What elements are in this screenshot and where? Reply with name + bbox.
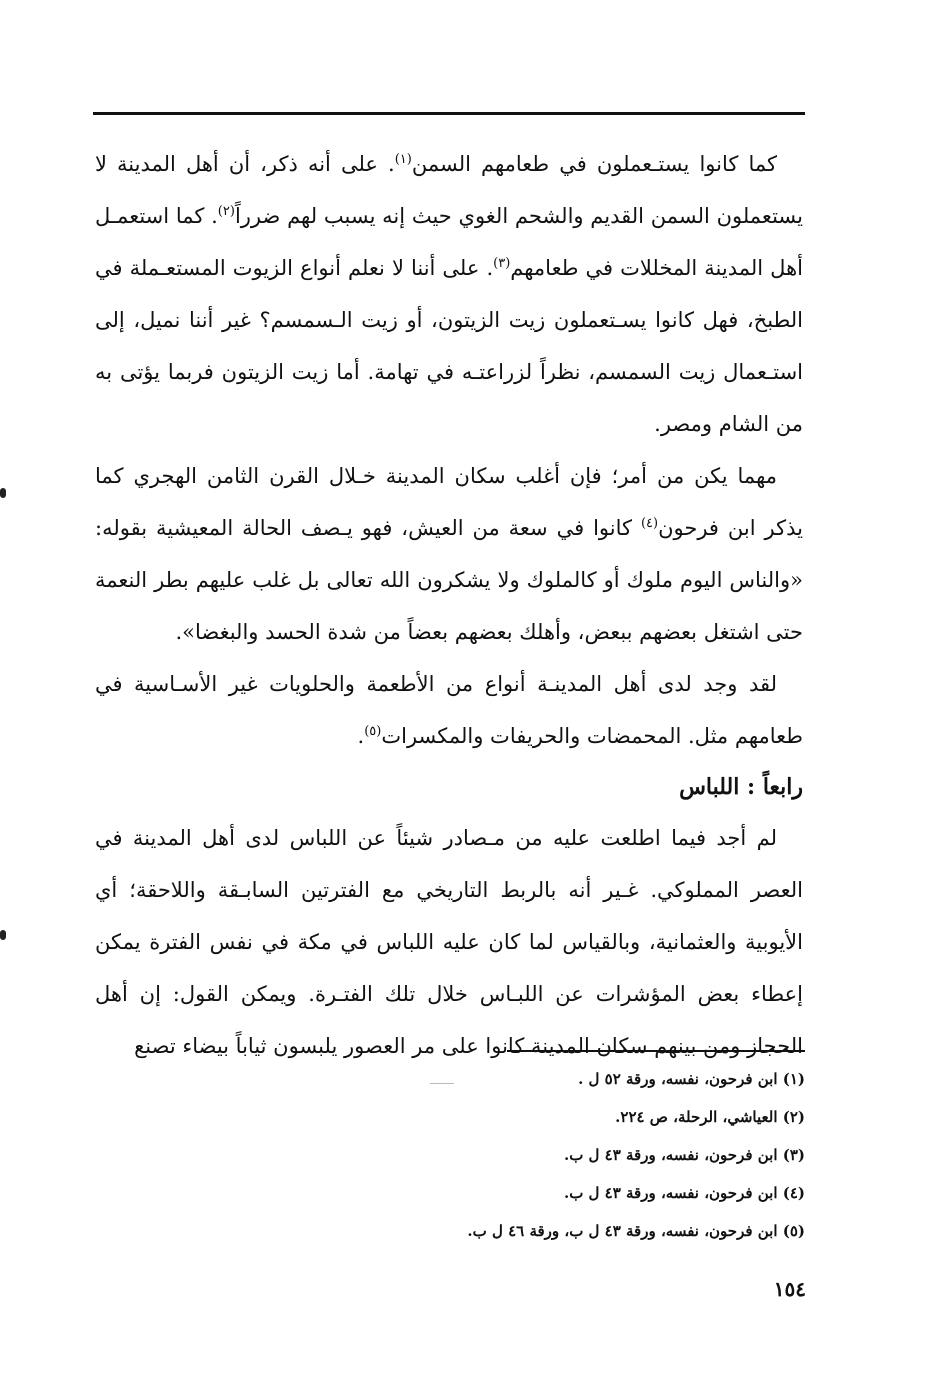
paragraph-sweets <box>95 658 803 762</box>
footnote-4: (٤) ابن فرحون، نفسه، ورقة ٤٣ ل ب. <box>563 1184 805 1202</box>
text-segment: . كما استعمـل أهل المدينة المخللات في طعامهم <box>95 204 803 280</box>
text-segment: مهما يكن من أمر؛ فإن أغلب سكان المدينة خـلال القرن الثامن الهجري كما يذكر ابن فرحون <box>95 464 803 540</box>
footnote-5: (٥) ابن فرحون، نفسه، ورقة ٤٣ ل ب، ورقة ٤٦ ل ب. <box>467 1222 805 1240</box>
footnotes <box>300 1060 805 1250</box>
footnote-2: (٢) العياشي، الرحلة، ص ٢٢٤. <box>615 1108 805 1126</box>
page-number: ١٥٤ <box>773 1277 806 1301</box>
scan-edge-mark <box>0 488 6 498</box>
text-segment: . <box>357 724 365 748</box>
section-heading: رابعاً : اللباس <box>679 774 803 800</box>
text-segment: لقد وجد لدى أهل المدينـة أنواع من الأطعمة والحلويات غير الأسـاسية في طعامهم مثل. المحمضات والحريفات والمكسرات <box>95 672 803 748</box>
footnote-ref-4[interactable]: (٤) <box>640 516 659 531</box>
header-rule <box>93 112 805 115</box>
footnote-ref-3[interactable]: (٣) <box>493 256 511 271</box>
paragraph-food-oils <box>95 138 803 450</box>
main-text <box>95 138 803 1072</box>
scan-edge-mark <box>0 930 6 940</box>
footnote-ref-1[interactable]: (١) <box>394 152 412 167</box>
footnote-separator <box>507 1050 805 1052</box>
paragraph-living-conditions <box>95 450 803 658</box>
footnote-ref-2[interactable]: (٢) <box>217 204 235 219</box>
footnote-ref-5[interactable]: (٥) <box>364 724 382 739</box>
text-segment: . على أننا لا نعلم أنواع الزيوت المستعـملة في الطبخ، فهل كانوا يسـتعملون زيت الزيتون، أو زيت الـسمسم؟ غير أننا نميل، إلى استـعمال زيت السمسم، نظراً لزراعتـه في تهامة. أما زيت الزيتون فربما يؤتى به من الشام ومصر. <box>95 256 803 436</box>
text-segment: كانوا في سعة من العيش، فهو يـصف الحالة المعيشية بقوله: «والناس اليوم ملوك أو كالملوك ولا يشكرون الله تعالى بل غلب عليهم بطر النعمة حتى اشتغل بعضهم ببعض، وأهلك بعضهم بعضاً من شدة الحسد والبغضا». <box>95 516 803 644</box>
footnote-3: (٣) ابن فرحون، نفسه، ورقة ٤٣ ل ب. <box>563 1146 805 1164</box>
paragraph-clothing: لم أجد فيما اطلعت عليه من مـصادر شيئاً عن اللباس لدى أهل المدينة في العصر المملوكي. غـير أنه بالربط التاريخي مع الفترتين السابـقة واللاحقة؛ أي الأيوبية والعثمانية، وبالقياس لما كان عليه اللباس في مكة في نفس الفترة يمكن إعطاء بعض المؤشرات عن اللبـاس خلال تلك الفتـرة. ويمكن القول: إن أهل الحجاز ومن بينهم سكان المدينة كانوا على مر العصور يلبسون ثياباً بيضاء تصنع <box>95 826 803 1058</box>
footnote-1: (١) ابن فرحون، نفسه، ورقة ٥٢ ل . <box>578 1070 805 1088</box>
text-segment: كما كانوا يستـعملون في طعامهم السمن <box>411 152 777 176</box>
text-segment: . على أنه ذكر، أن أهل المدينة لا يستعملون السمن القديم والشحم الغوي حيث إنه يسبب لهم ضرراً <box>95 152 803 228</box>
